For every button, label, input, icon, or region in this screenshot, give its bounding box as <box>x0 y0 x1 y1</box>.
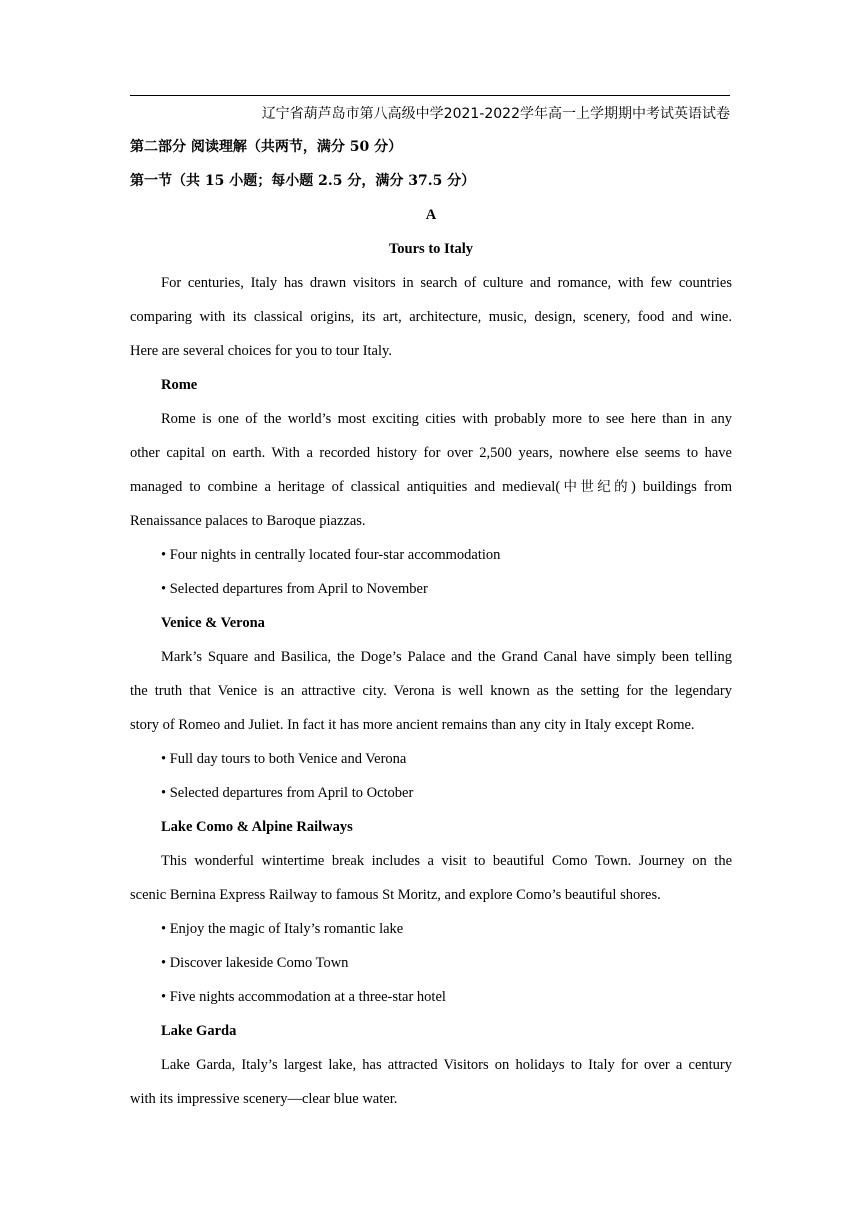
chinese-gloss: 中世纪的 <box>560 479 632 495</box>
header-rule <box>130 95 730 96</box>
venice-line-3: story of Romeo and Juliet. In fact it has more ancient remains than any city in Italy except Rome. <box>130 717 695 733</box>
como-line-1: This wonderful wintertime break includes a visit to beautiful Como Town. Journey on the <box>161 853 732 869</box>
venice-bullet-1: • Full day tours to both Venice and Verona <box>161 751 407 767</box>
part-heading: 第二部分 阅读理解（共两节，满分 50 分） <box>130 139 403 155</box>
rome-line-3 <box>130 470 732 504</box>
document-body <box>130 130 732 1116</box>
rome-line-1: Rome is one of the world’s most exciting cities with probably more to see here than in any <box>161 411 732 427</box>
rome-line-3-before: managed to combine a heritage of classical antiquities and medieval( <box>130 479 561 495</box>
garda-line-2: with its impressive scenery—clear blue water. <box>130 1091 398 1107</box>
como-line-2: scenic Bernina Express Railway to famous St Moritz, and explore Como’s beautiful shores. <box>130 887 661 903</box>
como-heading: Lake Como & Alpine Railways <box>161 819 353 835</box>
garda-line-1: Lake Garda, Italy’s largest lake, has attracted Visitors on holidays to Italy for over a century <box>161 1057 732 1073</box>
intro-line-3: Here are several choices for you to tour Italy. <box>130 343 392 359</box>
intro-line-1: For centuries, Italy has drawn visitors in search of culture and romance, with few countries <box>161 275 732 291</box>
venice-line-2: the truth that Venice is an attractive city. Verona is well known as the setting for the legendary <box>130 683 732 699</box>
venice-bullet-2: • Selected departures from April to October <box>161 785 414 801</box>
como-bullet-1: • Enjoy the magic of Italy’s romantic lake <box>161 921 404 937</box>
passage-letter: A <box>425 207 437 223</box>
rome-heading: Rome <box>161 377 198 393</box>
garda-heading: Lake Garda <box>161 1023 237 1039</box>
rome-line-3-after: ) buildings from <box>631 479 733 495</box>
rome-line-2: other capital on earth. With a recorded history for over 2,500 years, nowhere else seems to have <box>130 445 732 461</box>
document-header-title: 辽宁省葫芦岛市第八高级中学2021-2022学年高一上学期期中考试英语试卷 <box>261 106 730 122</box>
rome-line-4: Renaissance palaces to Baroque piazzas. <box>130 513 366 529</box>
intro-line-2: comparing with its classical origins, its art, architecture, music, design, scenery, food and wine. <box>130 309 732 325</box>
rome-bullet-2: • Selected departures from April to November <box>161 581 428 597</box>
rome-bullet-1: • Four nights in centrally located four-star accommodation <box>161 547 501 563</box>
passage-title: Tours to Italy <box>388 241 474 257</box>
como-bullet-3: • Five nights accommodation at a three-star hotel <box>161 989 446 1005</box>
como-bullet-2: • Discover lakeside Como Town <box>161 955 349 971</box>
venice-heading: Venice & Verona <box>161 615 265 631</box>
venice-line-1: Mark’s Square and Basilica, the Doge’s Palace and the Grand Canal have simply been telling <box>161 649 732 665</box>
subsection-heading: 第一节（共 15 小题；每小题 2.5 分，满分 37.5 分） <box>130 173 476 189</box>
